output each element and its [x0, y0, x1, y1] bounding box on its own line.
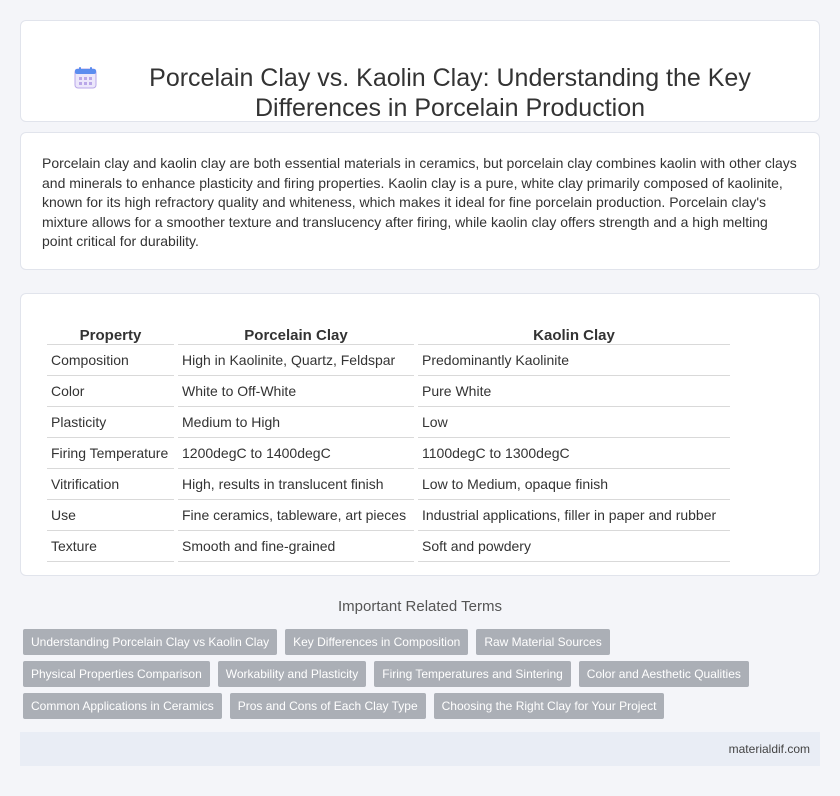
related-term-tag[interactable]: Color and Aesthetic Qualities [579, 661, 749, 687]
related-term-tag[interactable]: Firing Temperatures and Sintering [374, 661, 571, 687]
table-cell: 1100degC to 1300degC [418, 438, 730, 469]
table-cell: Low [418, 407, 730, 438]
table-row [47, 376, 730, 407]
table-cell: Plasticity [47, 407, 174, 438]
table-row [47, 345, 730, 376]
footer-site-link[interactable]: materialdif.com [728, 742, 810, 756]
related-terms-tags [23, 629, 803, 719]
related-term-tag[interactable]: Workability and Plasticity [218, 661, 367, 687]
table-cell: Use [47, 500, 174, 531]
table-cell: Vitrification [47, 469, 174, 500]
footer [20, 732, 820, 766]
related-term-tag[interactable]: Key Differences in Composition [285, 629, 468, 655]
page-title: Porcelain Clay vs. Kaolin Clay: Understanding the Key Differences in Porcelain Production [149, 64, 751, 122]
title-card [20, 20, 820, 122]
intro-paragraph: Porcelain clay and kaolin clay are both essential materials in ceramics, but porcelain clay combines kaolin with other clays and minerals to enhance plasticity and firing properties. Kaolin clay is a pure, white clay primarily composed of kaolinite, known for its high refractory quality and whiteness, which makes it ideal for fine porcelain production. Porcelain clay's mixture allows for a smoother texture and translucency after firing, while kaolin clay offers strength and a high melting point critical for durability. [42, 155, 797, 250]
table-cell: Composition [47, 345, 174, 376]
table-header-row [47, 314, 730, 345]
related-term-tag[interactable]: Choosing the Right Clay for Your Project [434, 693, 665, 719]
table-cell: High in Kaolinite, Quartz, Feldspar [178, 345, 414, 376]
table-cell: Fine ceramics, tableware, art pieces [178, 500, 414, 531]
table-cell: Firing Temperature [47, 438, 174, 469]
table-cell: Texture [47, 531, 174, 562]
comparison-table [43, 314, 734, 562]
related-terms-heading: Important Related Terms [338, 598, 502, 615]
table-cell: High, results in translucent finish [178, 469, 414, 500]
calendar-icon [74, 67, 97, 89]
table-cell: Industrial applications, filler in paper and rubber [418, 500, 730, 531]
column-header-kaolin-clay: Kaolin Clay [418, 314, 730, 345]
table-cell: White to Off-White [178, 376, 414, 407]
related-term-tag[interactable]: Common Applications in Ceramics [23, 693, 222, 719]
column-header-porcelain-clay: Porcelain Clay [178, 314, 414, 345]
related-term-tag[interactable]: Understanding Porcelain Clay vs Kaolin Clay [23, 629, 277, 655]
table-row [47, 438, 730, 469]
related-term-tag[interactable]: Physical Properties Comparison [23, 661, 210, 687]
table-cell: 1200degC to 1400degC [178, 438, 414, 469]
intro-card [20, 132, 820, 270]
table-row [47, 407, 730, 438]
table-row [47, 500, 730, 531]
related-term-tag[interactable]: Pros and Cons of Each Clay Type [230, 693, 426, 719]
table-cell: Low to Medium, opaque finish [418, 469, 730, 500]
table-cell: Predominantly Kaolinite [418, 345, 730, 376]
table-row [47, 469, 730, 500]
table-row [47, 531, 730, 562]
table-cell: Soft and powdery [418, 531, 730, 562]
table-cell: Medium to High [178, 407, 414, 438]
related-term-tag[interactable]: Raw Material Sources [476, 629, 609, 655]
table-cell: Smooth and fine-grained [178, 531, 414, 562]
comparison-table-card [20, 293, 820, 576]
table-cell: Color [47, 376, 174, 407]
column-header-property: Property [47, 314, 174, 345]
table-cell: Pure White [418, 376, 730, 407]
